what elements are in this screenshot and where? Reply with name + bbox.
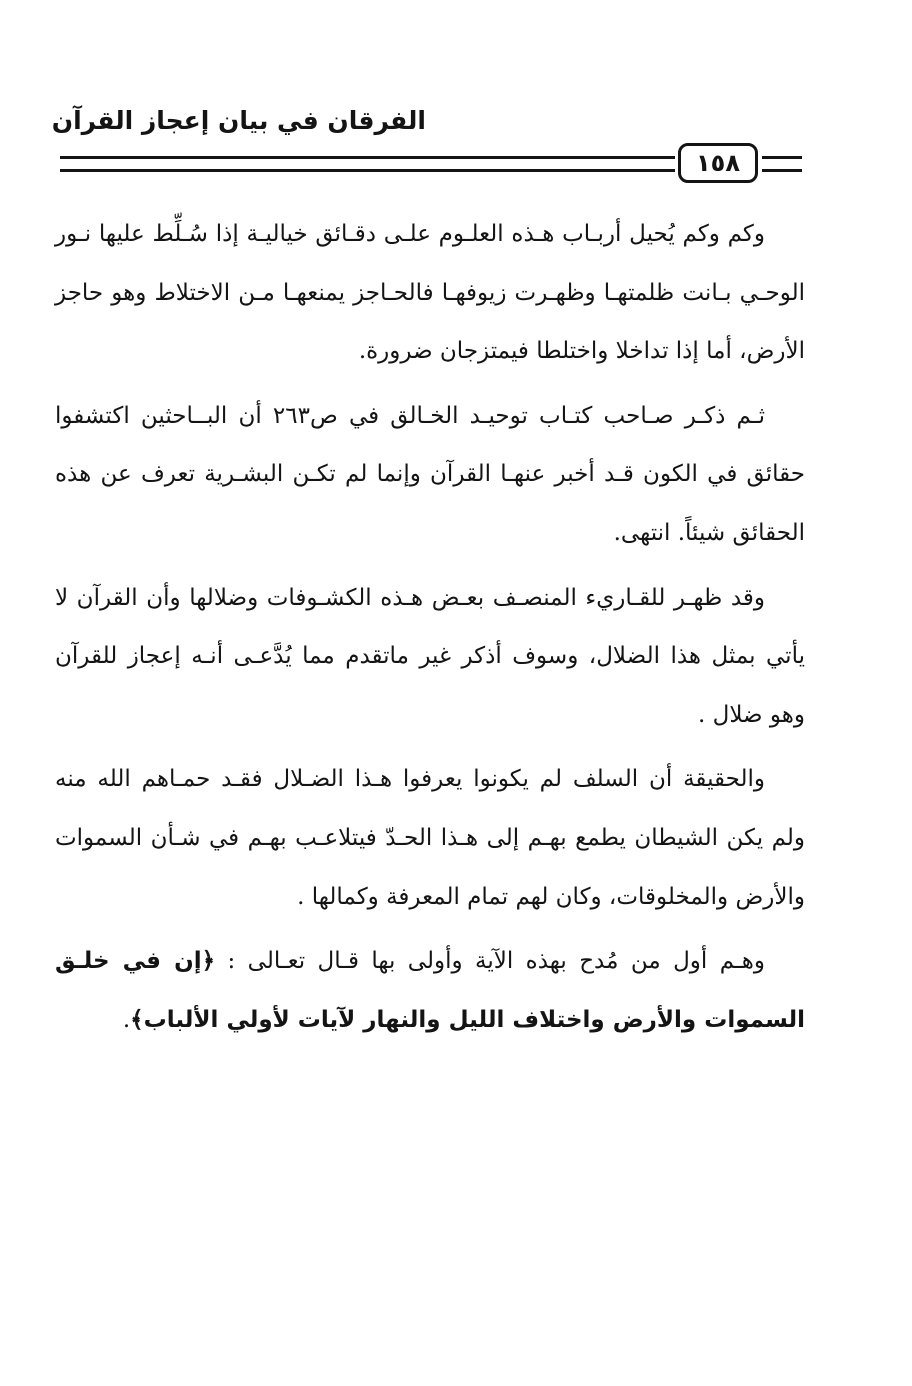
header-rule-bottom [60, 169, 675, 172]
paragraph-5-intro: وهـم أول من مُدح بهذه الآية وأولى بها قـال تعـالى : [215, 948, 765, 975]
quran-verse: ﴿إن في خلـق السموات والأرض واختلاف الليل والنهار لآيات لأولي الألباب﴾ [55, 948, 805, 1033]
paragraph-5-end: . [122, 1006, 131, 1033]
paragraph-4: والحقيقة أن السلف لم يكونوا يعرفوا هـذا الضـلال فقـد حمـاهم الله منه ولم يكن الشيطان يطمع بهـم إلى هـذا الحـدّ فيتلاعـب بهـم في شـأن السموات والأرض والمخلوقات، وكان لهم تمام المعرفة وكمالها . [55, 766, 805, 910]
header-rule-top [60, 156, 675, 159]
paragraph-1: وكم وكم يُحيل أربـاب هـذه العلـوم علـى دقـائق خياليـة إذا سُـلِّط عليها نـور الوحـي بـانت ظلمتهـا وظهـرت زيوفهـا فالحـاجز يمنعهـا مـن الاختلاط وهو حاجز الأرض، أما إذا تداخلا واختلطا فيمتزجان ضرورة. [55, 221, 805, 365]
page-number-box: ١٥٨ [678, 143, 758, 183]
running-header-title: الفرقان في بيان إعجاز القرآن [51, 106, 426, 135]
paragraph-3: وقد ظهـر للقـاريء المنصـف بعـض هـذه الكشـوفات وضلالها وأن القرآن لا يأتي بمثل هذا الضلال، وسوف أذكر غير ماتقدم مما يُدَّعـى أنـه إعجاز للقرآن وهو ضلال . [55, 584, 805, 728]
body-text [55, 205, 805, 1049]
paragraph-2: ثـم ذكـر صـاحب كتـاب توحيـد الخـالق في ص٢٦٣ أن البــاحثين اكتشفوا حقائق في الكون قـد أخبر عنهـا القرآن وإنما لم تكـن البشـرية تعرف عن هذه الحقائق شيئاً. انتهى. [55, 402, 805, 546]
header-rule-top-right [762, 156, 802, 159]
paragraph-5 [55, 932, 805, 1049]
header-rule-bottom-right [762, 169, 802, 172]
